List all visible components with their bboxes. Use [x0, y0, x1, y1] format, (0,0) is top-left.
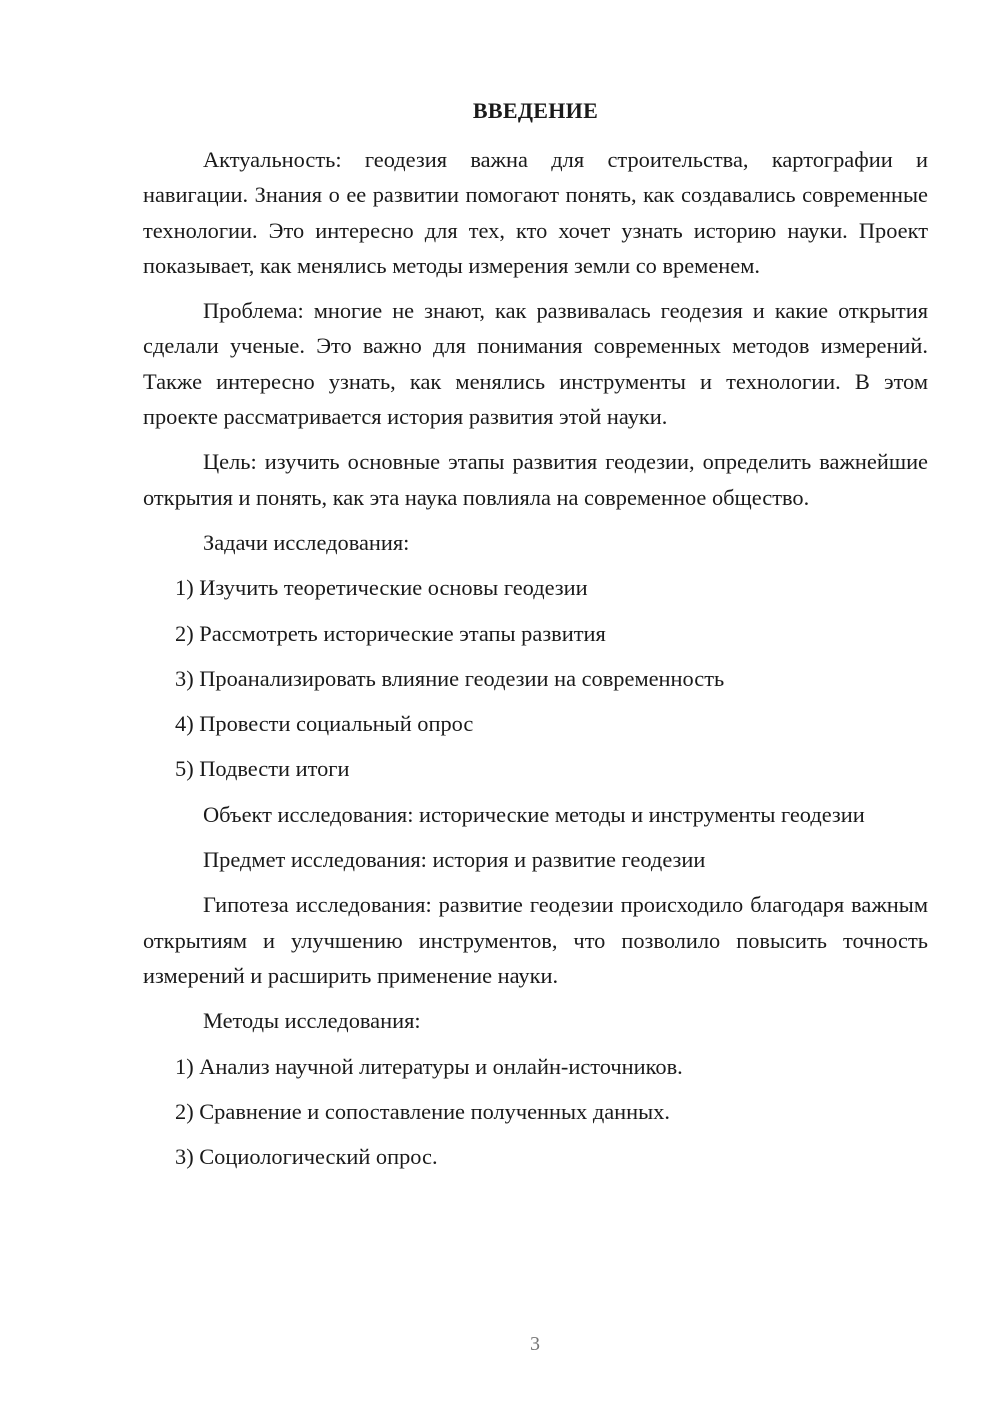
method-item: 2) Сравнение и сопоставление полученных данных. [175, 1098, 670, 1124]
method-item: 3) Социологический опрос. [175, 1144, 438, 1170]
problem-paragraph: Проблема: многие не знают, как развивалась геодезия и какие открытия сделали ученые. Это важно для понимания современных методов измерений. Также интересно узнать, как менялись инструменты и технологии. В этом проекте рассматривается история развития этой науки. [143, 298, 928, 430]
hypothesis-paragraph: Гипотеза исследования: развитие геодезии происходило благодаря важным открытиям и улучшению инструментов, что позволило повысить точность измерений и расширить применение науки. [143, 892, 928, 988]
task-item: 4) Провести социальный опрос [175, 711, 474, 737]
relevance-paragraph: Актуальность: геодезия важна для строительства, картографии и навигации. Знания о ее развитии помогают понять, как создавались современные технологии. Это интересно для тех, кто хочет узнать историю науки. Проект показывает, как менялись методы измерения земли со временем. [143, 147, 928, 278]
task-item: 5) Подвести итоги [175, 756, 350, 782]
methods-label: Методы исследования: [203, 1008, 421, 1034]
subject-paragraph: Предмет исследования: история и развитие геодезии [203, 847, 706, 873]
method-item: 1) Анализ научной литературы и онлайн-источников. [175, 1053, 683, 1079]
page-number: 3 [530, 1333, 540, 1355]
tasks-label: Задачи исследования: [203, 529, 410, 555]
object-paragraph: Объект исследования: исторические методы и инструменты геодезии [203, 801, 865, 827]
task-item: 3) Проанализировать влияние геодезии на современность [175, 665, 725, 691]
page-body [143, 142, 928, 1184]
page-title: ВВЕДЕНИЕ [472, 98, 599, 123]
goal-paragraph: Цель: изучить основные этапы развития геодезии, определить важнейшие открытия и понять, как эта наука повлияла на современное общество. [143, 449, 928, 510]
task-item: 2) Рассмотреть исторические этапы развития [175, 620, 606, 646]
task-item: 1) Изучить теоретические основы геодезии [175, 575, 588, 601]
